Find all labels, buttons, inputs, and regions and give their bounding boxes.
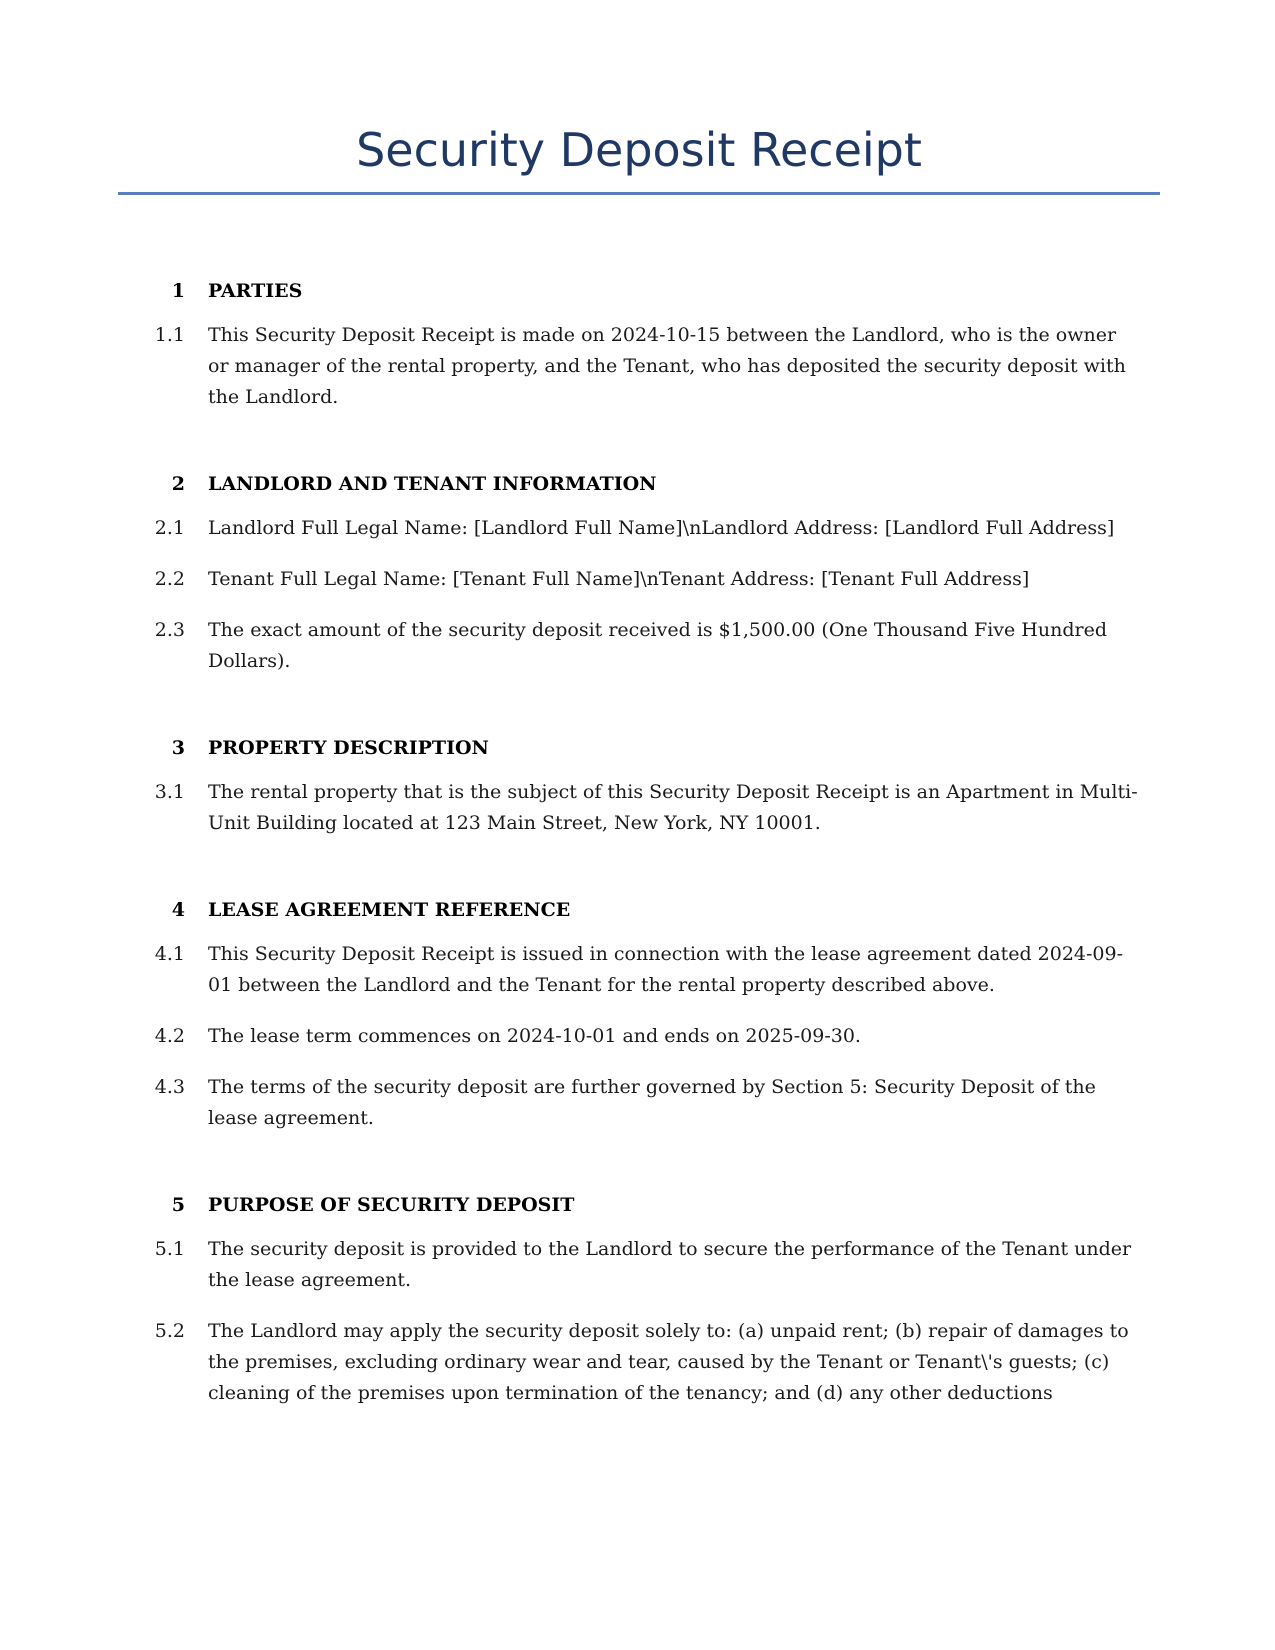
section-number: 1 (171, 280, 185, 302)
clause (0, 1316, 1275, 1409)
section-number: 4 (171, 899, 185, 921)
section-heading (0, 467, 1275, 501)
clause (0, 1021, 1275, 1052)
clause (0, 564, 1275, 595)
clause-text: The security deposit is provided to the Landlord to secure the performance of the Tenant under the lease agreement. (208, 1238, 1132, 1291)
clause-number: 2.2 (154, 568, 185, 590)
clause-number: 2.3 (154, 619, 185, 641)
title-underline (118, 192, 1160, 195)
clause-text: Landlord Full Legal Name: [Landlord Full Name]\nLandlord Address: [Landlord Full Address] (208, 517, 1115, 539)
section-title: PROPERTY DESCRIPTION (208, 737, 489, 759)
clause-text: The exact amount of the security deposit received is $1,500.00 (One Thousand Five Hundred Dollars). (208, 619, 1108, 672)
clause-text: This Security Deposit Receipt is issued in connection with the lease agreement dated 2024-09-01 between the Landlord and the Tenant for the rental property described above. (208, 943, 1124, 996)
section-property-description (0, 731, 1275, 839)
section-heading (0, 274, 1275, 308)
clause-number: 4.2 (154, 1025, 185, 1047)
clause-number: 2.1 (154, 517, 185, 539)
section-title: LANDLORD AND TENANT INFORMATION (208, 473, 657, 495)
section-landlord-tenant-info (0, 467, 1275, 677)
clause (0, 513, 1275, 544)
clause (0, 320, 1275, 413)
document-title: Security Deposit Receipt (356, 123, 922, 177)
clause-text: Tenant Full Legal Name: [Tenant Full Name]\nTenant Address: [Tenant Full Address] (208, 568, 1030, 590)
clause-text: The terms of the security deposit are further governed by Section 5: Security Deposit of the lease agreement. (208, 1076, 1096, 1129)
clause-number: 4.3 (154, 1076, 185, 1098)
clause-number: 4.1 (154, 943, 185, 965)
clause (0, 1072, 1275, 1134)
section-parties (0, 274, 1275, 413)
section-title: LEASE AGREEMENT REFERENCE (208, 899, 571, 921)
clause-number: 5.1 (154, 1238, 185, 1260)
clause (0, 615, 1275, 677)
section-heading (0, 1188, 1275, 1222)
section-heading (0, 893, 1275, 927)
clause-text: The rental property that is the subject of this Security Deposit Receipt is an Apartment in Multi-Unit Building located at 123 Main Street, New York, NY 10001. (208, 781, 1138, 834)
clause (0, 777, 1275, 839)
clause-number: 5.2 (154, 1320, 185, 1342)
section-number: 3 (171, 737, 185, 759)
section-purpose-of-security-deposit (0, 1188, 1275, 1409)
section-lease-agreement-reference (0, 893, 1275, 1134)
section-number: 5 (171, 1194, 185, 1216)
document-body (0, 274, 1275, 1429)
section-heading (0, 731, 1275, 765)
clause-number: 1.1 (154, 324, 185, 346)
clause-text: This Security Deposit Receipt is made on 2024-10-15 between the Landlord, who is the owner or manager of the rental property, and the Tenant, who has deposited the security deposit with the Landlord. (208, 324, 1126, 408)
clause (0, 939, 1275, 1001)
clause-text: The Landlord may apply the security deposit solely to: (a) unpaid rent; (b) repair of damages to the premises, excluding ordinary wear and tear, caused by the Tenant or Tenant\'s guests; (c) cleaning of the premises upon termination of the tenancy; and (d) any other deductions (208, 1320, 1129, 1404)
clause (0, 1234, 1275, 1296)
section-title: PARTIES (208, 280, 303, 302)
clause-text: The lease term commences on 2024-10-01 and ends on 2025-09-30. (208, 1025, 861, 1047)
clause-number: 3.1 (154, 781, 185, 803)
section-number: 2 (171, 473, 185, 495)
section-title: PURPOSE OF SECURITY DEPOSIT (208, 1194, 575, 1216)
